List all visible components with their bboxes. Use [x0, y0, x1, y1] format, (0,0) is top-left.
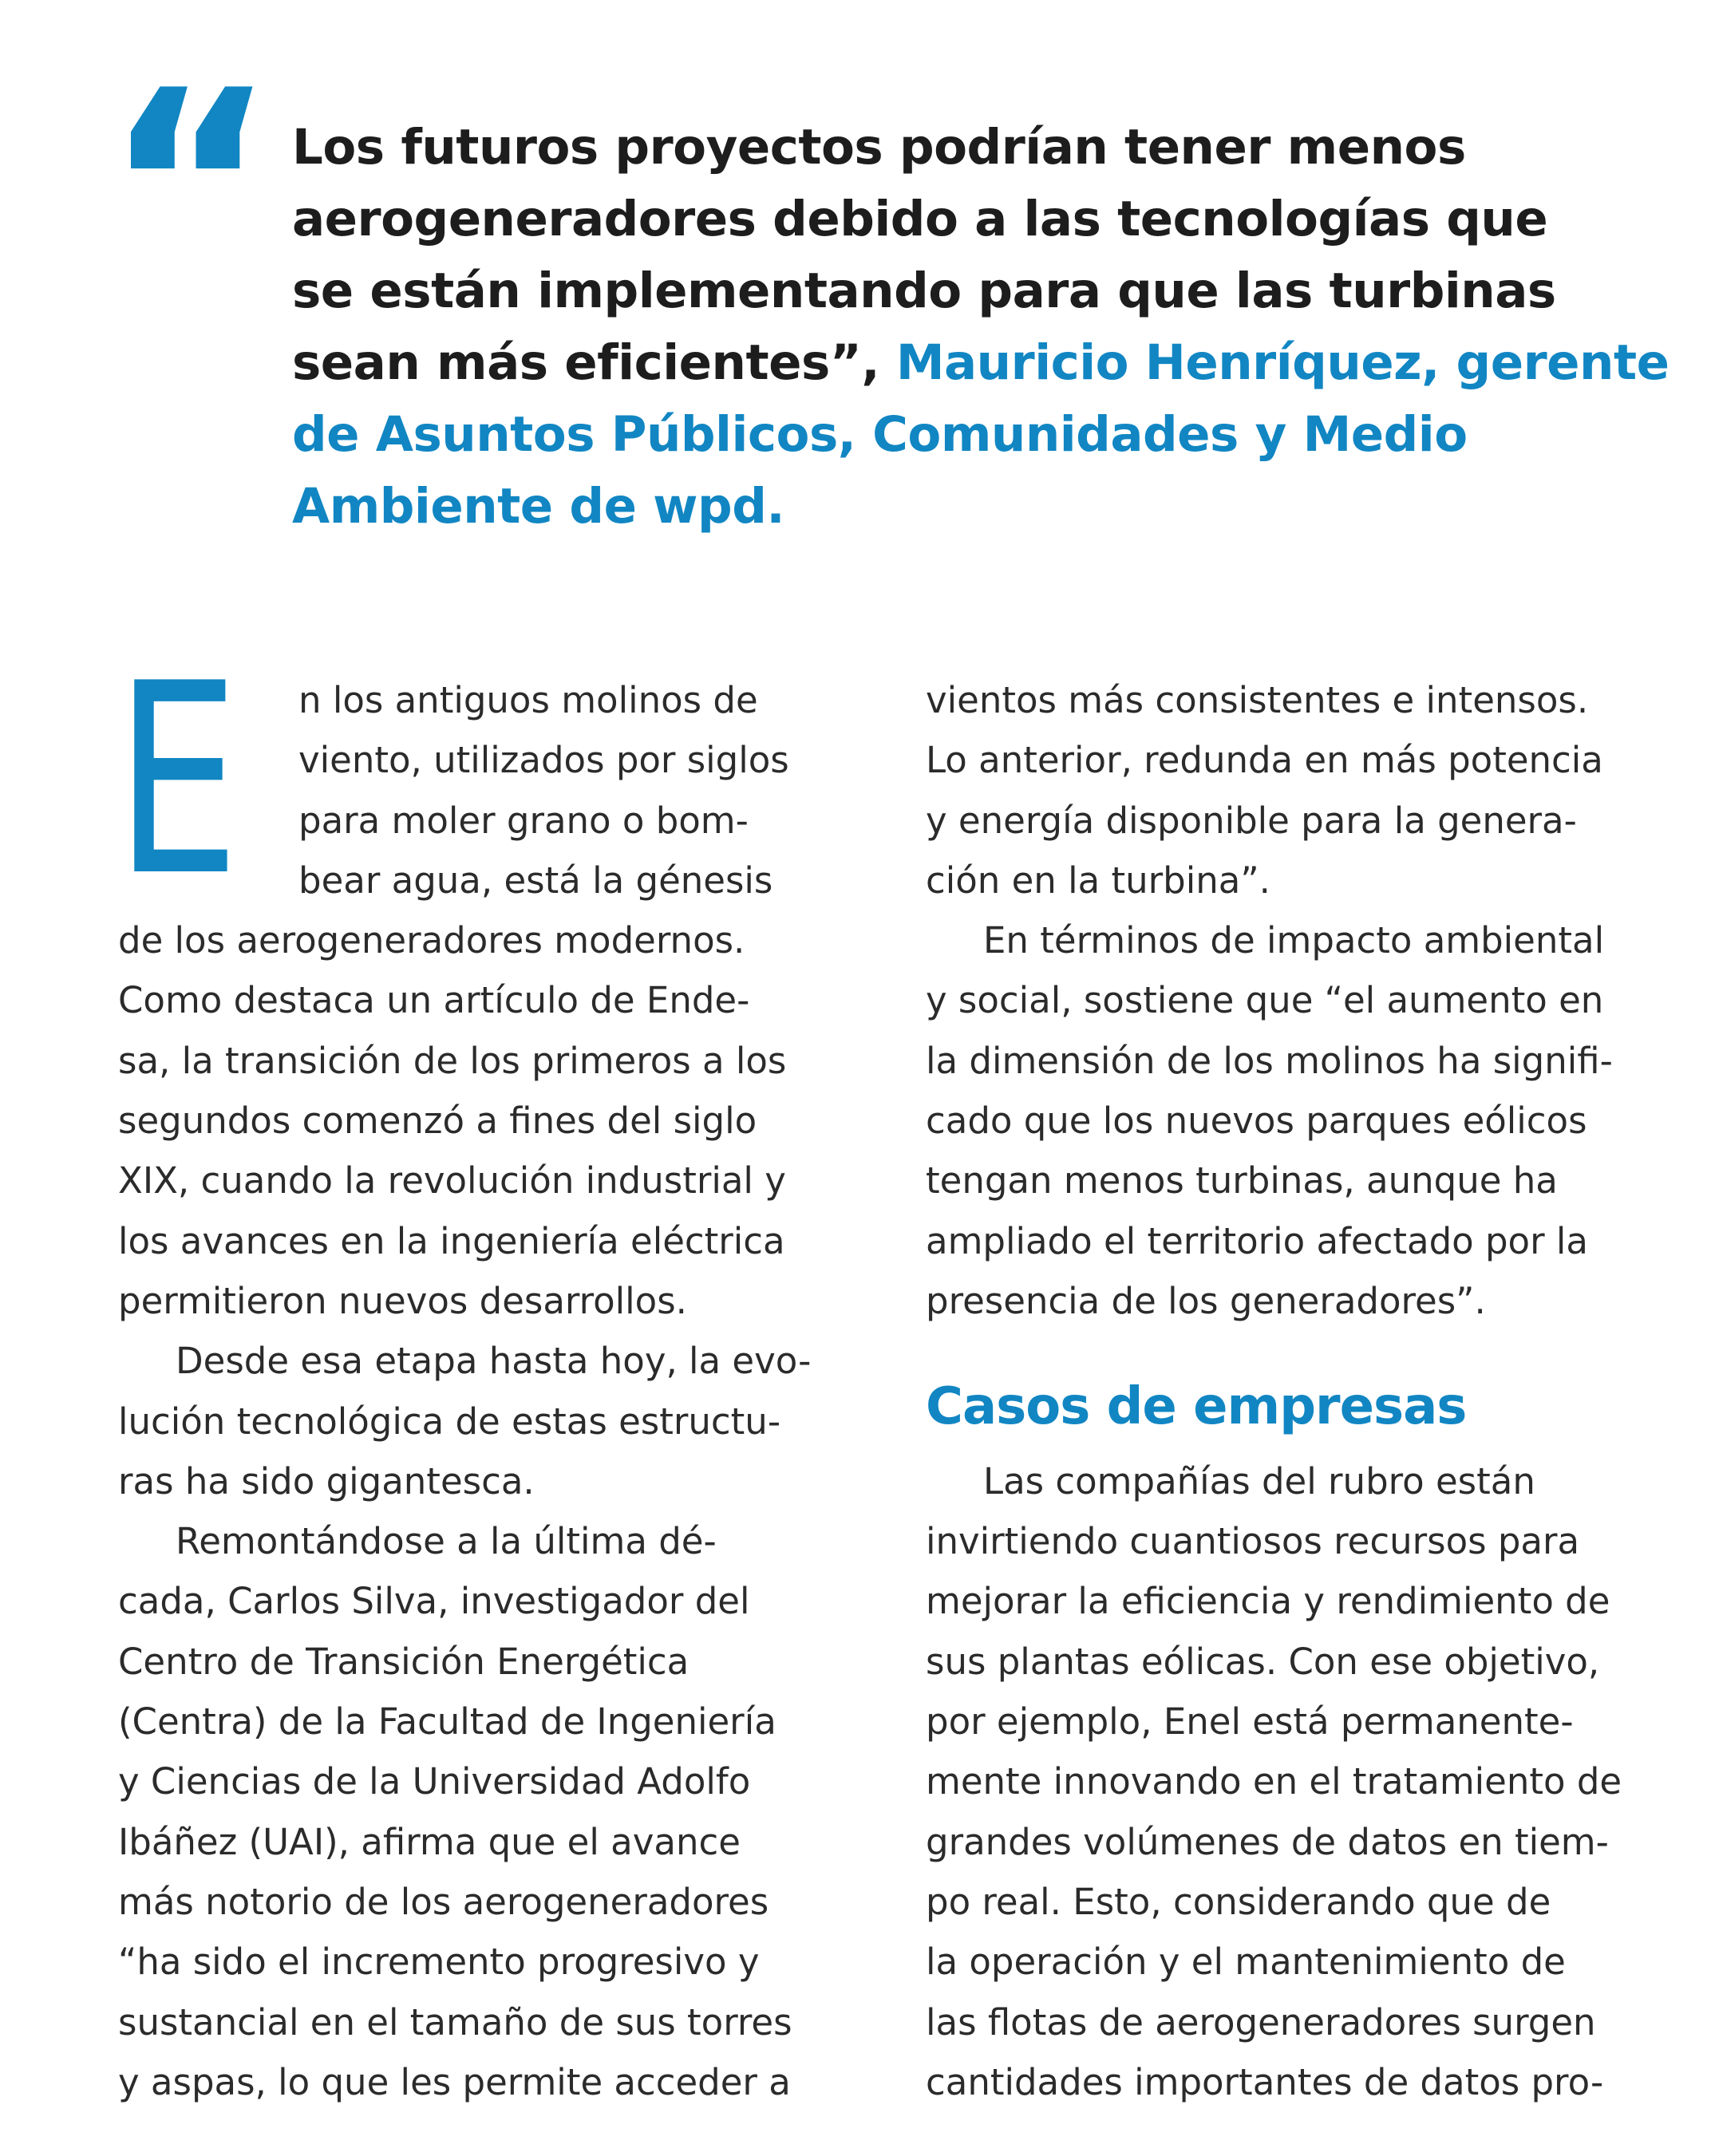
body-line: grandes volúmenes de datos en tiem-	[926, 1820, 1609, 1863]
body-line: En términos de impacto ambiental	[983, 919, 1605, 962]
body-line: invirtiendo cuantiosos recursos para	[926, 1520, 1580, 1563]
pull-quote-line: Los futuros proyectos podrían tener menos	[292, 119, 1466, 176]
section-heading	[926, 1331, 1676, 1451]
body-line: cantidades importantes de datos pro-	[926, 2060, 1604, 2103]
body-line: mente innovando en el tratamiento de	[926, 1760, 1622, 1803]
body-line: mejorar la eficiencia y rendimiento de	[926, 1580, 1610, 1623]
body-line: ampliado el territorio afectado por la	[926, 1219, 1588, 1262]
drop-cap: E	[115, 627, 240, 934]
body-line: Remontándose a la última dé-	[176, 1520, 717, 1563]
body-line: cado que los nuevos parques eólicos	[926, 1100, 1587, 1143]
body-line: (Centra) de la Facultad de Ingeniería	[118, 1700, 776, 1743]
pull-quote-line: se están implementando para que las turbinas	[292, 263, 1556, 319]
body-line: y social, sostiene que “el aumento en	[926, 979, 1604, 1022]
body-line: los avances en la ingeniería eléctrica	[118, 1219, 785, 1262]
body-line: por ejemplo, Enel está permanente-	[926, 1700, 1574, 1743]
body-line: lución tecnológica de estas estructu-	[118, 1400, 781, 1443]
body-line: más notorio de los aerogeneradores	[118, 1880, 769, 1923]
body-line: de los aerogeneradores modernos.	[118, 919, 745, 962]
body-line: Centro de Transición Energética	[118, 1640, 690, 1683]
body-line: po real. Esto, considerando que de	[926, 1880, 1551, 1923]
body-line: n los antiguos molinos de	[298, 679, 758, 721]
pull-quote-text: sean más eficientes”,	[292, 334, 896, 391]
body-line: segundos comenzó a fines del siglo	[118, 1100, 757, 1143]
body-line: Desde esa etapa hasta hoy, la evo-	[176, 1340, 812, 1383]
body-line: las flotas de aerogeneradores surgen	[926, 2000, 1596, 2043]
body-line: Ibáñez (UAI), afirma que el avance	[118, 1820, 741, 1863]
body-line: vientos más consistentes e intensos.	[926, 679, 1589, 721]
body-line: la dimensión de los molinos ha signifi-	[926, 1039, 1613, 1082]
pull-quote-line: aerogeneradores debido a las tecnologías que	[292, 191, 1548, 247]
body-line: para moler grano o bom-	[298, 799, 749, 842]
article-column-right	[926, 670, 1676, 2112]
body-line: tengan menos turbinas, aunque ha	[926, 1159, 1558, 1202]
body-line: Como destaca un artículo de Ende-	[118, 979, 750, 1022]
pull-quote-line	[292, 327, 1681, 399]
body-line: ción en la turbina”.	[926, 859, 1270, 902]
body-line: ras ha sido gigantesca.	[118, 1459, 535, 1502]
body-line: Las compañías del rubro están	[983, 1459, 1535, 1502]
body-line: XIX, cuando la revolución industrial y	[118, 1159, 786, 1202]
body-line: “ha sido el incremento progresivo y	[118, 1941, 760, 1984]
body-line: sa, la transición de los primeros a los	[118, 1039, 787, 1082]
body-line: y Ciencias de la Universidad Adolfo	[118, 1760, 751, 1803]
body-line: sustancial en el tamaño de sus torres	[118, 2000, 792, 2043]
body-line: sus plantas eólicas. Con ese objetivo,	[926, 1640, 1600, 1683]
body-line: presencia de los generadores”.	[926, 1279, 1486, 1322]
article-column-left	[118, 670, 852, 2112]
body-line: y energía disponible para la genera-	[926, 799, 1577, 842]
quote-mark-icon: “	[104, 34, 261, 341]
body-line: viento, utilizados por siglos	[298, 739, 789, 782]
body-line: cada, Carlos Silva, investigador del	[118, 1580, 750, 1623]
pull-quote	[292, 112, 1681, 543]
body-line: bear agua, está la génesis	[298, 859, 773, 902]
body-line: la operación y el mantenimiento de	[926, 1941, 1566, 1984]
body-line: Lo anterior, redunda en más potencia	[926, 739, 1603, 782]
quote-attribution: Mauricio Henríquez, gerente	[895, 334, 1670, 391]
quote-attribution-line: de Asuntos Públicos, Comunidades y Medio	[292, 406, 1468, 463]
quote-attribution-line: Ambiente de wpd.	[292, 478, 785, 535]
section-heading-text: Casos de empresas	[926, 1377, 1467, 1437]
body-line: permitieron nuevos desarrollos.	[118, 1279, 687, 1322]
body-line: y aspas, lo que les permite acceder a	[118, 2060, 791, 2103]
